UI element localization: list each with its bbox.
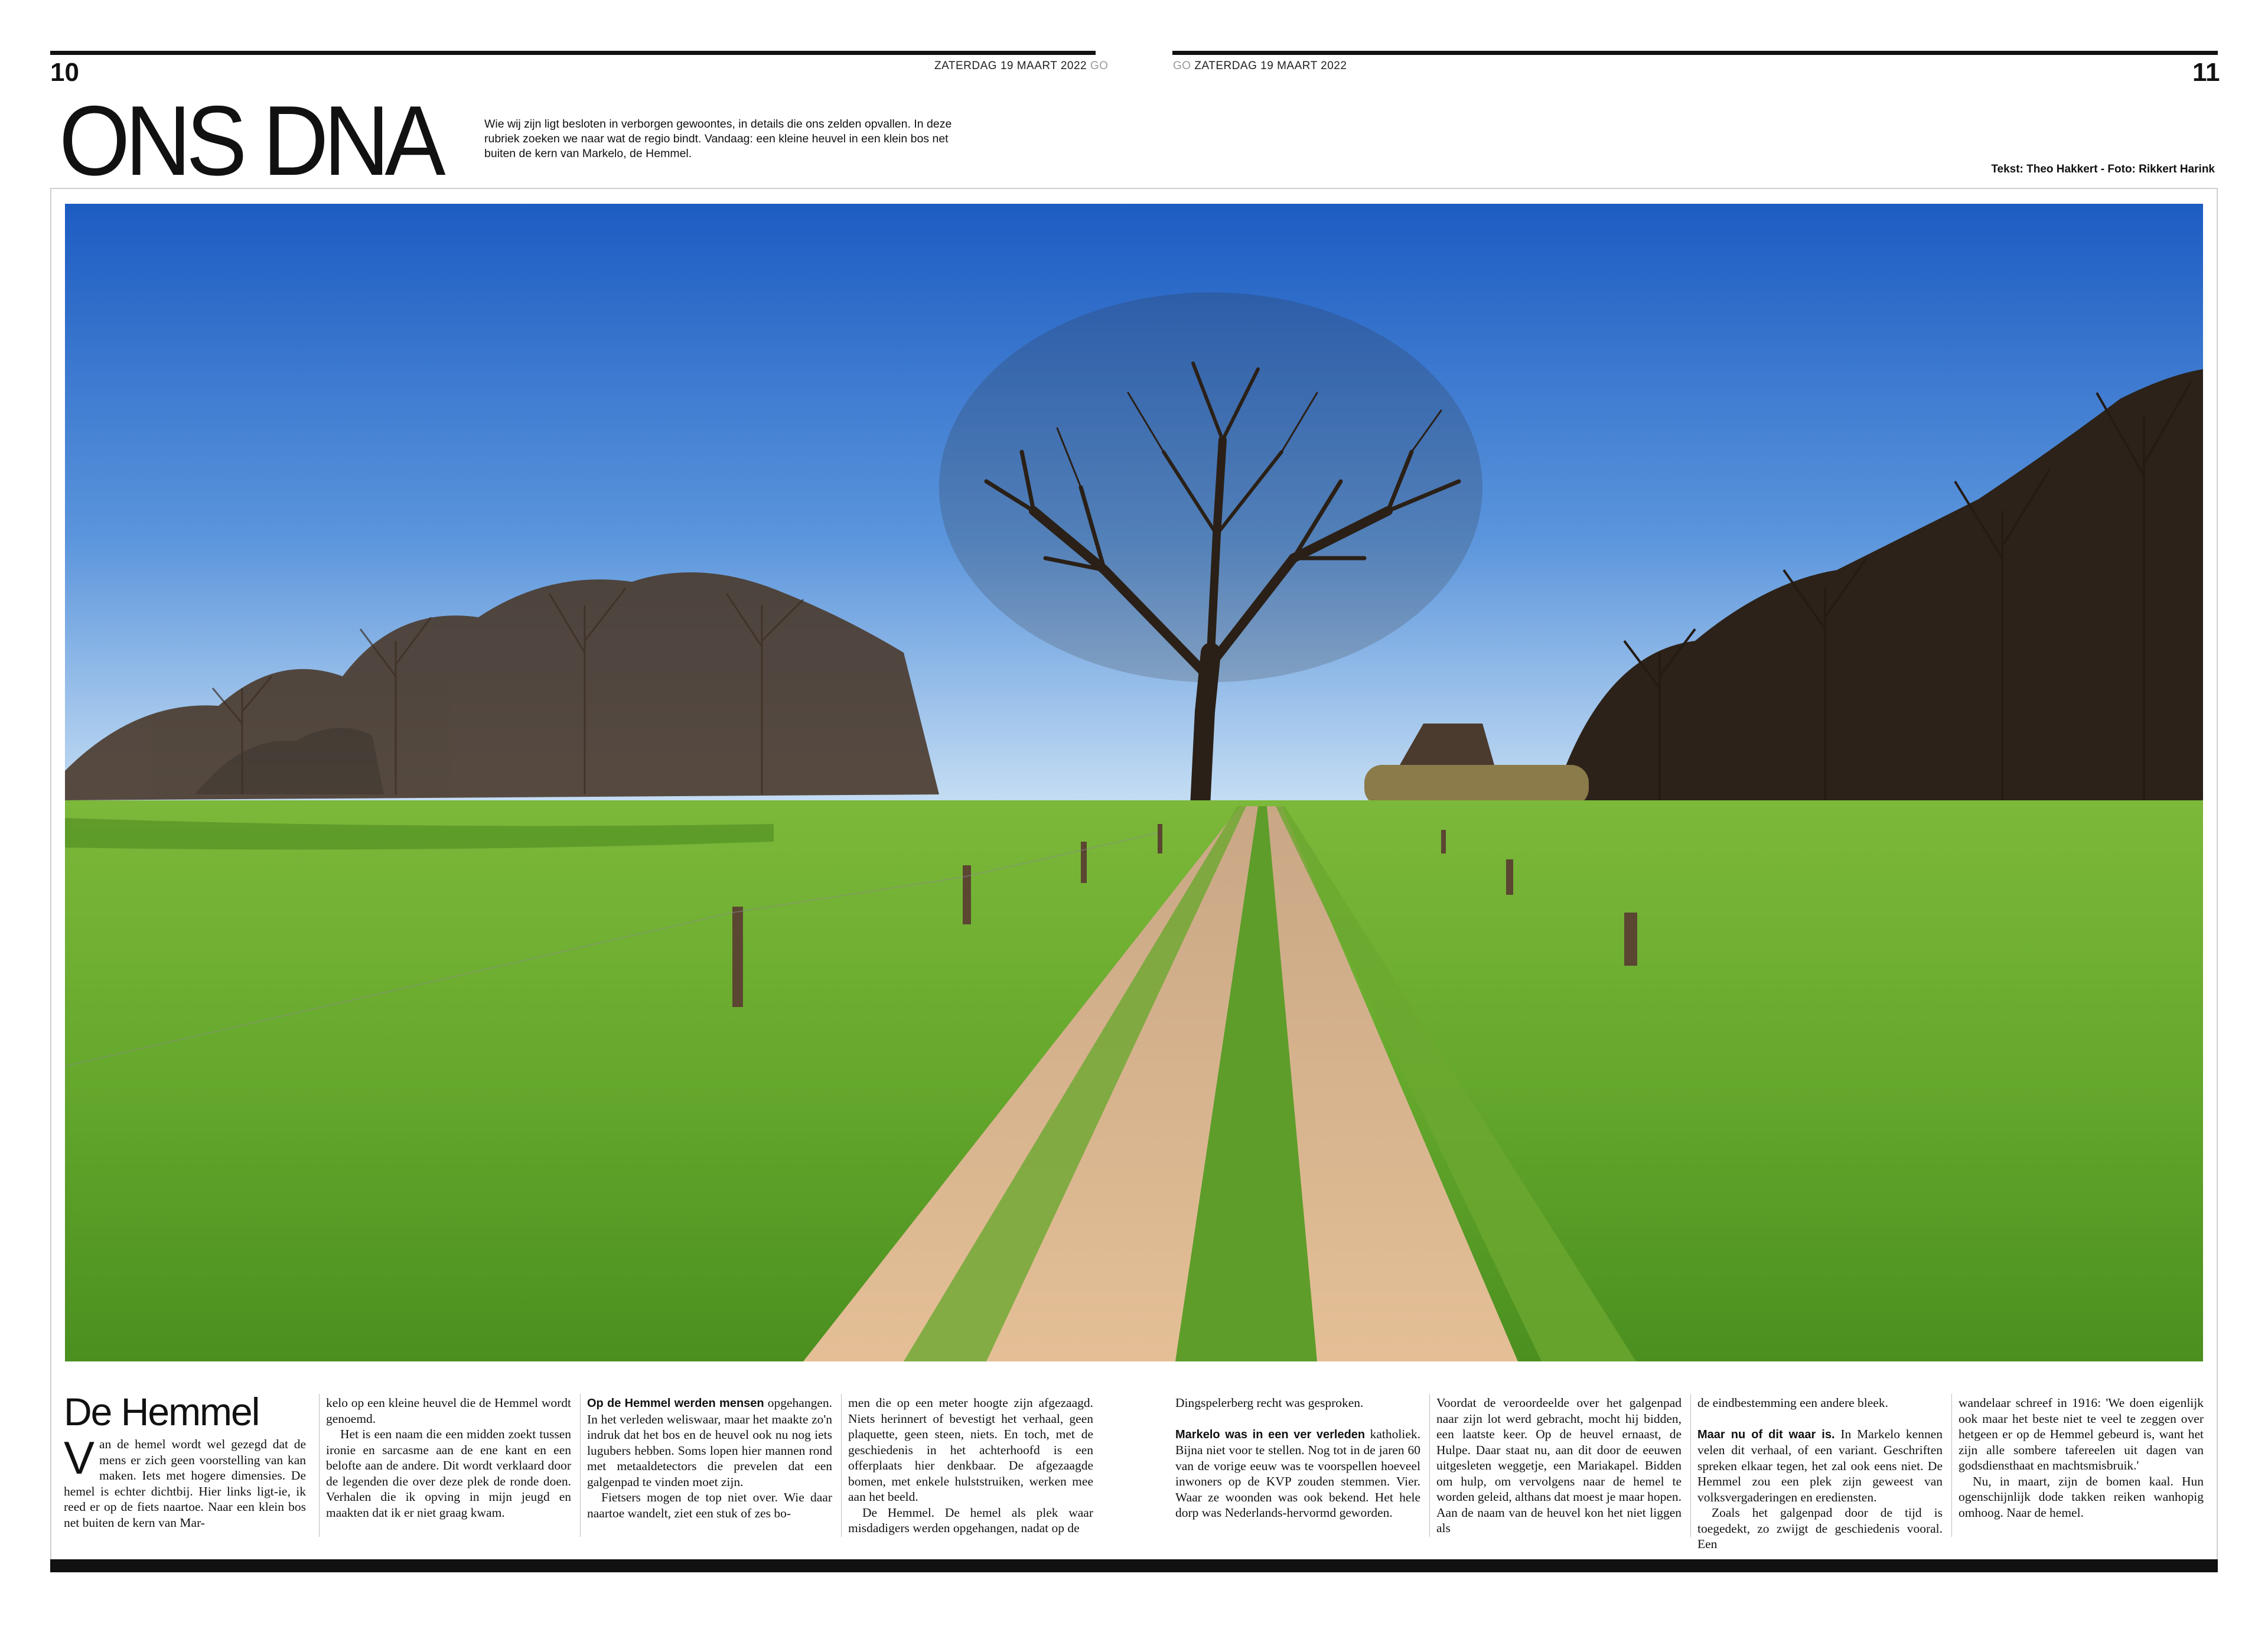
article-column-1 (64, 1432, 306, 1530)
running-date-right (1173, 60, 1347, 73)
column-separator (580, 1394, 581, 1537)
section-title: ONS DNA (59, 85, 441, 196)
top-rule-left (50, 51, 1096, 55)
hedge (1364, 765, 1589, 806)
article-column-8 (1959, 1395, 2204, 1520)
column-text: opgehangen. In het verleden weliswaar, maar het maakte zo'n indruk dat het bos en de heuvel ook nu nog iets lugubers hebben. Soms lopen hier mannen rond met metaaldetectors die prevelen dat een galgenpad te vinden moet zijn. (587, 1396, 832, 1489)
article-column-4 (848, 1395, 1093, 1536)
column-separator (319, 1394, 320, 1537)
article-column-6 (1436, 1395, 1682, 1536)
running-date-left (934, 60, 1108, 73)
oak-crown (939, 292, 1482, 682)
column-paragraph: de eindbestemming een andere bleek. (1697, 1396, 1888, 1410)
lead-in: Markelo was in een ver verleden (1175, 1428, 1366, 1441)
article-column-5 (1175, 1395, 1420, 1521)
date-text: ZATERDAG 19 MAART 2022 (934, 60, 1087, 72)
column-text: an de hemel wordt wel gezegd dat de mens er zich geen voorstelling van kan maken. Iets met hogere dimensies. De hemel is echter dichtbij. Hier links ligt-ie, ik reed er op de fiets naartoe. Naar een klein bos net buiten de kern van Mar- (64, 1437, 306, 1530)
top-rule-right (1172, 51, 2218, 55)
column-paragraph: Het is een naam die een midden zoekt tussen ironie en sarcasme aan de ene kant en een belofte aan de andere. Dit wordt verklaard door de legenden die over deze plek de ronde doen. Verhalen die ik opving in mijn jeugd en maakten dat ik er niet graag kwam. (326, 1427, 571, 1520)
lead-in: Op de Hemmel werden mensen (587, 1397, 764, 1410)
column-paragraph: wandelaar schreef in 1916: 'We doen eigenlijk ook maar het beste niet te veel te zeggen over hetgeen er op de Hemmel gebeurd is, want het zijn alle sombere tafereelen uit dagen van godsdiensthaat en machtsmisbruik.' (1959, 1396, 2204, 1472)
article-headline: De Hemmel (64, 1390, 259, 1433)
column-paragraph: De Hemmel. De hemel als plek waar misdadigers werden opgehangen, nadat op de (848, 1505, 1093, 1535)
column-separator (1951, 1394, 1952, 1537)
column-paragraph: Nu, in maart, zijn de bomen kaal. Hun ogenschijnlijk dode takken reiken wanhopig omhoog. Naar de hemel. (1959, 1474, 2204, 1520)
go-tag: GO (1090, 60, 1109, 72)
page-number-right: 11 (2192, 58, 2220, 87)
column-paragraph: kelo op een kleine heuvel die de Hemmel wordt genoemd. (326, 1396, 571, 1426)
landscape-photo (65, 204, 2203, 1361)
column-separator (1690, 1394, 1691, 1537)
date-text: ZATERDAG 19 MAART 2022 (1194, 60, 1347, 72)
column-paragraph: Zoals het galgenpad door de tijd is toegedekt, zo zwijgt de geschiedenis vooral. Een (1697, 1506, 1943, 1551)
column-paragraph: Voordat de veroordeelde over het galgenpad naar zijn lot werd gebracht, mocht hij bidden, een laatste keer. Op de heuvel ernaast, de Hulpe. Daar staat nu, aan dit door de eeuwen uitgesleten weggetje, een Mariakapel. Bidden om hulp, om vervolgens naar de hemel te worden geleid, althans dat moest je maar hopen. Aan de naam van de heuvel kon het niet liggen als (1436, 1396, 1682, 1535)
column-text: katholiek. Bijna niet voor te stellen. Nog tot in de jaren 60 van de vorige eeuw was te voorspellen hoeveel inwoners op de KVP zouden stemmen. Vier. Waar ze woonden was ook bekend. Het hele dorp was Nederlands-hervormd geworden. (1175, 1426, 1421, 1520)
intro-text: Wie wij zijn ligt besloten in verborgen gewoontes, in details die ons zelden opvallen. In deze rubriek zoeken we naar wat de regio bindt. Vandaag: een kleine heuvel in een klein bos net buiten de kern van Markelo, de Hemmel. (484, 118, 952, 160)
column-paragraph: men die op een meter hoogte zijn afgezaagd. Niets herinnert of bevestigt het verhaal, geen plaquette, geen steen, niets. En toch, met de geschiedenis in het achterhoofd is een offerplaats hier denkbaar. De afgezaagde bomen, met enkele hulststruiken, werken mee aan het beeld. (848, 1396, 1093, 1504)
column-paragraph: Dingspelerberg recht was gesproken. (1175, 1396, 1364, 1410)
column-paragraph: Fietsers mogen de top niet over. Wie daar naartoe wandelt, ziet een stuk of zes bo- (587, 1490, 832, 1520)
article-column-3 (587, 1395, 832, 1521)
photo-credit: Tekst: Theo Hakkert - Foto: Rikkert Harink (1991, 163, 2215, 175)
article-column-7 (1697, 1395, 1943, 1552)
column-separator (841, 1394, 842, 1537)
lead-in: Maar nu of dit waar is. (1697, 1428, 1835, 1441)
column-separator (1429, 1394, 1430, 1537)
column-text: In Markelo kennen velen dit verhaal, of een variant. Geschriften spreken elkaar tegen, het zal ook eens niet. De Hemmel zou een plek zijn geweest van volksvergaderingen en erediensten. (1697, 1426, 1943, 1504)
article-column-2 (326, 1395, 571, 1520)
landscape-illustration (65, 204, 2203, 1361)
page-number-left: 10 (50, 58, 79, 87)
go-tag: GO (1173, 60, 1191, 72)
drop-cap: V (64, 1432, 95, 1484)
bottom-rule (50, 1559, 2218, 1572)
